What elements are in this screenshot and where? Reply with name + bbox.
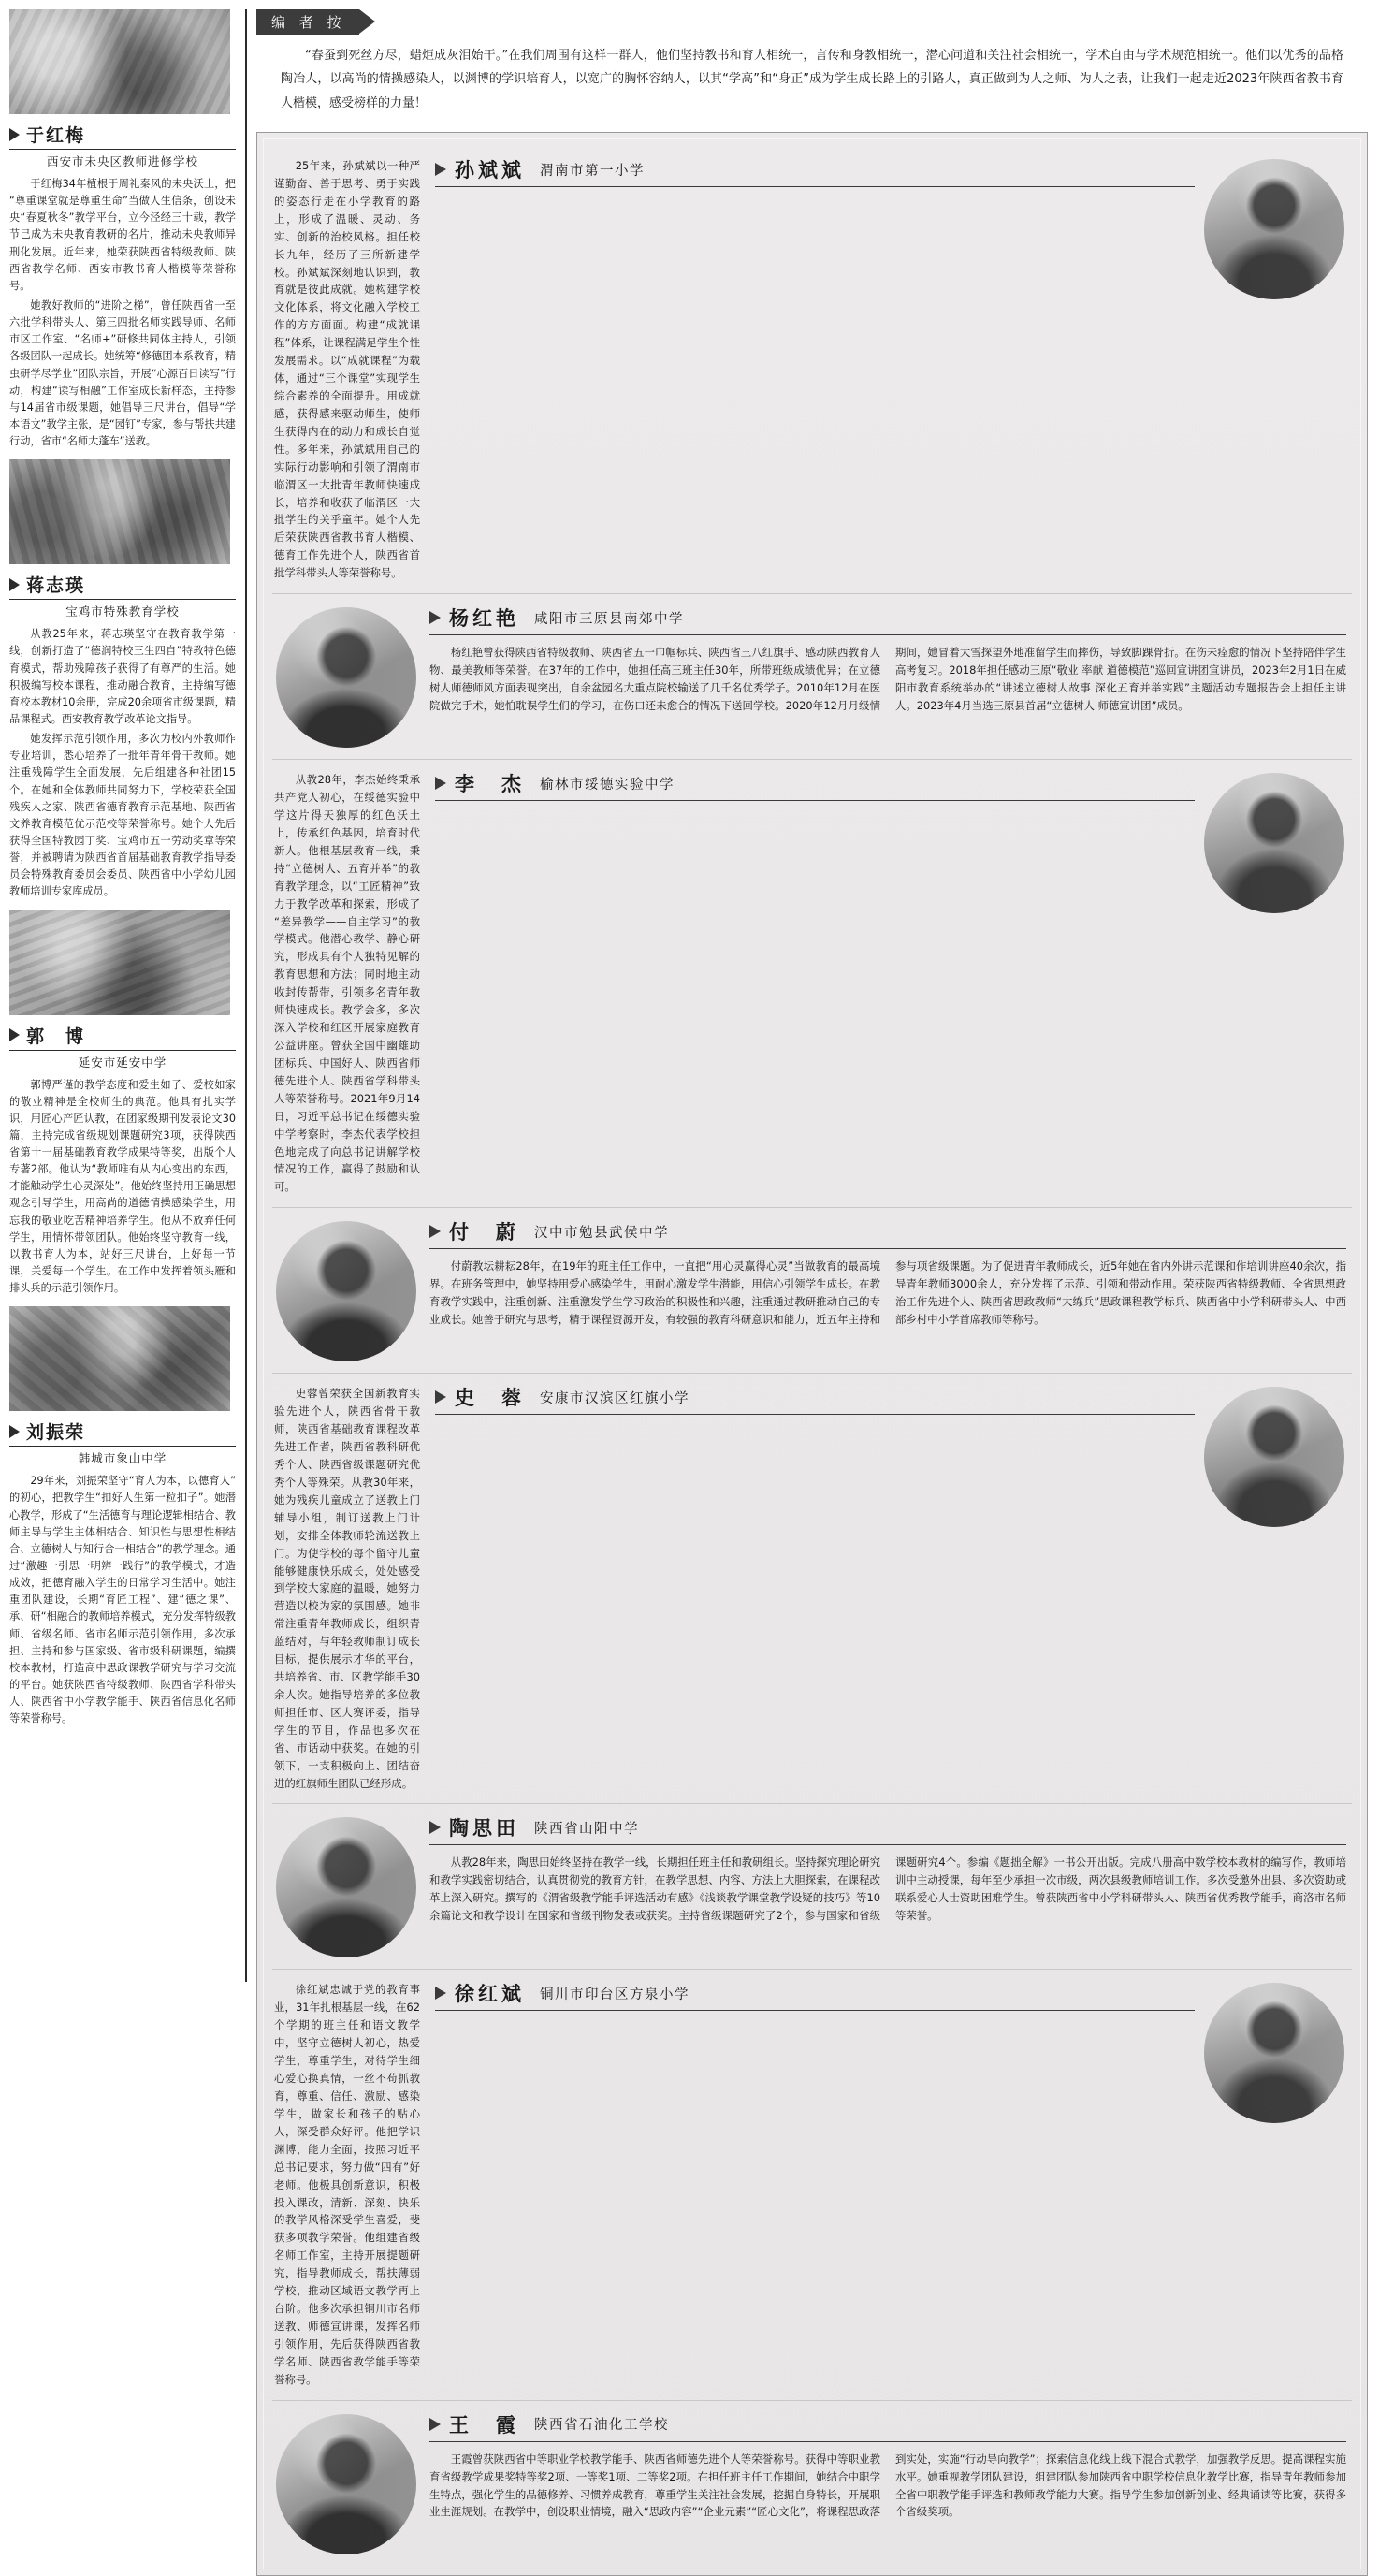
triangle-bullet-icon — [429, 1225, 441, 1238]
entry-1-name: 杨红艳 — [449, 606, 519, 631]
entry-5-name: 陶思田 — [449, 1816, 519, 1841]
profile-school-0: 西安市未央区教师进修学校 — [46, 154, 198, 168]
entry-0-pre-para: 25年来，孙斌斌以一种严谨勤奋、善于思考、勇于实践的姿态行走在小学教育的路上，形成了温暖、灵动、务实、创新的治校风格。担任校长九年，经历了三所新建学校。孙斌斌深刻地认识到，教育就是彼此成就。她构建学校文化体系，将文化融入学校工作的方方面面。构建“成就课程”体系，让课程满足学生个性发展需求。以“成就课程”为载体，通过“三个课堂”实现学生综合素养的全面提升。用成就感，获得感来驱动师生，使师生获得内在的动力和成长自觉性。多年来，孙斌斌用自己的实际行动影响和引领了渭南市临渭区一大批青年教师快速成长，培养和收获了临渭区一大批学生的关乎童年。她个人先后荣获陕西省教书育人楷模、德育工作先进个人，陕西省首批学科带头人等荣誉称号。 — [274, 159, 420, 580]
entry-5-heading — [429, 1813, 1346, 1845]
profile-name-bar-0 — [9, 122, 236, 150]
entry-1-school: 咸阳市三原县南郊中学 — [534, 611, 684, 627]
entry-6-name: 徐红斌 — [455, 1982, 525, 2006]
profile-name-2: 郭 博 — [26, 1026, 86, 1047]
entry-5-body — [429, 1854, 1346, 1925]
profile-para-0-1: 她教好教师的“进阶之梯”，曾任陕西省一至六批学科带头人、第三四批名师实践导师、名师市区工作室、“名师+”研修共同体主持人，引领各级团队一起成长。她统筹“修德团本系教育，精虫研学尽学业”团队宗旨，开展“心源百日读写”行动，构建“读写相融”工作室成长新样态，主持参与14届省市级课题，她倡导三尺讲台，倡导“学本语文”教学主张，是“园钉”专家，参与帮扶共建行动，省市“名师大蓬车”送教。 — [9, 298, 236, 448]
left-column — [9, 9, 243, 1982]
profile-name-3: 刘振荣 — [26, 1422, 86, 1444]
triangle-bullet-icon — [435, 163, 446, 176]
profile-para-1-0: 从教25年来，蒋志瑛坚守在教育教学第一线，创新打造了“德润特校三生四自”特教特色德育模式，帮助残障孩子获得了有尊严的生活。她积极编写校本课程，推动融合教育，主持编写德育校本教材10余册，完成20余项省市级课题，精品课程式。西安教育教学改革论文指导。 — [9, 628, 236, 725]
entry-7-school: 陕西省石油化工学校 — [534, 2418, 669, 2434]
triangle-bullet-icon — [9, 578, 20, 591]
entry-5-portrait — [276, 1817, 416, 1957]
editor-note-tag: 编 者 按 — [256, 9, 359, 35]
entry-3-school: 汉中市勉县武侯中学 — [534, 1225, 669, 1241]
entry-0-portrait — [1204, 159, 1344, 299]
right-column — [256, 9, 1368, 2519]
profile-name-bar-3 — [9, 1419, 236, 1447]
entry-0-name: 孙斌斌 — [455, 158, 525, 182]
entry-4-pre-para: 史蓉曾荣获全国新教育实验先进个人，陕西省骨干教师，陕西省基础教育课程改革先进工作者，陕西省教科研优秀个人、陕西省级课题研究优秀个人等殊荣。从教30年来，她为残疾儿童成立了送教上门辅导小组，制订送教上门计划，安排全体教师轮流送教上门。为使学校的每个留守儿童能够健康快乐成长，处处感受到学校大家庭的温暖，她努力营造以校为家的氛围感。她非常注重青年教师成长，组织青蓝结对，与年轻教师制订成长目标，提供展示才华的平台，共培养省、市、区教学能手30余人次。她指导培养的多位教师担任市、区大赛评委，指导学生的节目，作品也多次在省、市话动中获奖。在她的引领下，一支积极向上、团结奋进的红旗师生团队已经形成。 — [274, 1387, 420, 1790]
profile-para-3-0: 29年来，刘振荣坚守“育人为本，以德育人”的初心，把教学生“扣好人生第一粒扣子”。她潜心教学，形成了“生活德育与理论逻辑相结合、教师主导与学生主体相结合、知识性与思想性相结合、立德树人与知行合一相结合”的教学理念。通过“激趣一引思一明辨一践行”的教学模式，才造成效，把德育融入学生的日常学习生活中。她注重团队建设，长期“育匠工程”、建“德之课”、承、研“相融合的教师培养模式，充分发挥特级教师、省级名师、省市名师示范引领作用，多次承担、主持和参与国家级、省市级科研课题，编撰校本教材，打造高中思政课教学研究与学习交流的平台。她获陕西省特级教师、陕西省学科带头人、陕西省中小学教学能手、陕西省信息化名师等荣誉称号。 — [9, 1475, 236, 1725]
entry-3-para: 付蔚教坛耕耘28年，在19年的班主任工作中，一直把“用心灵赢得心灵”当做教育的最高境界。在班务管理中，她坚持用爱心感染学生，用耐心激发学生潜能，用信心引领学生成长。在教育教学实践中，注重创新、注重激发学生学习政治的积极性和兴趣，注重通过教研推动自己的专业成长。她善于研究与思考，精于课程资源开发，有较强的教育科研意识和能力，近五年主持和参与项省级课题。为了促进青年教师成长，近5年她在省内外讲示范课和作培训讲座40余次，指导青年教师3000余人，充分发挥了示范、引领和带动作用。荣获陕西省特级教师、全省思想政治工作先进个人、陕西省思政教师“大练兵”思政课程教学标兵、陕西省中小学科研带头人、中西部乡村中小学首席教师等称号。 — [429, 1259, 1346, 1327]
profile-name-1: 蒋志瑛 — [26, 575, 86, 597]
triangle-bullet-icon — [435, 1987, 446, 2000]
entry-7-para: 王霞曾获陕西省中等职业学校教学能手、陕西省师德先进个人等荣誉称号。获得中等职业教育省级教学成果奖特等奖2项、一等奖1项、二等奖2项。在担任班主任工作期间，她结合中职学生特点，强化学生的品德修养、习惯养成教育，尊重学生关注社会发展，挖掘自身特长，开展职业生涯规划。在教学中，创设职业情境，融入“思政内容”“企业元素”“匠心文化”，将课程思政落到实处，实施“行动导向教学”；探索信息化线上线下混合式教学，加强教学反思。提高课程实施水平。她重视教学团队建设，组建团队参加陕西省中职学校信息化教学比赛，指导青年教师参加全省中职教学能手评选和教师教学能力大赛。指导学生参加创新创业、经典诵读等比赛，获得多个省级奖项。 — [429, 2452, 1346, 2519]
entry-wang-xia — [272, 2401, 1352, 2566]
entry-3-heading — [429, 1217, 1346, 1249]
triangle-bullet-icon — [429, 611, 441, 624]
entry-2-pre-para: 从教28年，李杰始终秉承共产党人初心，在绥德实验中学这片得天独厚的红色沃土上，传承红色基因，培育时代新人。他根基层教育一线，秉持“立德树人、五育并举”的教育教学理念，以“工匠精神”致力于教学改革和探索，形成了“差异教学——自主学习”的教学模式。他潜心教学、静心研究，形成具有个人独特见解的教育思想和方法；同时地主动收封传帮带，引领多名青年教师快速成长。教学会多，多次深入学校和红区开展家庭教育公益讲座。曾获全国中幽雄助团标兵、中国好人、陕西省师德先进个人、陕西省学科带头人等荣誉称号。2021年9月14日，习近平总书记在绥德实验中学考察时，李杰代表学校担色地完成了向总书记讲解学校情况的工作，赢得了鼓励和认可。 — [274, 773, 420, 1194]
entry-6-school: 铜川市印台区方泉小学 — [540, 1987, 690, 2002]
profile-photo-jiang-zhiying — [9, 459, 230, 564]
entry-7-heading — [429, 2410, 1346, 2442]
profile-para-0-0: 于红梅34年植根于周礼秦风的未央沃土，把“尊重课堂就是尊重生命”当做人生信条，创设未央“春夏秋冬”教学平台，立今泾经三十载，教学节己成为未央教育教研的名片，推动未央教师异刑化发展。近年来，她荣获陕西省特级教师、陕西省教学名师、西安市教书育人楷模等荣誉称号。 — [9, 178, 236, 292]
entry-4-name: 史 蓉 — [455, 1386, 525, 1410]
entry-tao-sitian — [272, 1804, 1352, 1970]
entry-3-portrait — [276, 1221, 416, 1361]
entry-sun-binbin — [272, 146, 1352, 594]
profile-body-1 — [9, 626, 236, 900]
profile-photo-yu-hongmei — [9, 9, 230, 114]
entry-1-heading — [429, 604, 1346, 635]
profile-para-1-1: 她发挥示范引领作用，多次为校内外教师作专业培训，悉心培养了一批年青年骨干教师。她注重残障学生全面发展，先后组建各种社团15个。在她和全体教师共同努力下，学校荣获全国残疾人之家、陕西省德育教育示范基地、陕西省文养教育模范优示范校等荣誉称号。她个人先后获得全国特教园丁奖、宝鸡市五一劳动奖章等荣誉，并被聘请为陕西省首届基础教育教学指导委员会特殊教育委员会委员、陕西省中小学幼儿园教师培训专家库成员。 — [9, 733, 236, 898]
profile-name-0: 于红梅 — [26, 125, 86, 146]
triangle-bullet-icon — [429, 1821, 441, 1834]
triangle-bullet-icon — [9, 1425, 20, 1438]
entry-fu-wei — [272, 1208, 1352, 1374]
entry-xu-hongbin — [272, 1970, 1352, 2400]
entry-1-portrait — [276, 607, 416, 748]
triangle-bullet-icon — [435, 1390, 446, 1404]
entry-4-heading — [435, 1383, 1195, 1415]
entry-1-para: 杨红艳曾获得陕西省特级教师、陕西省五一巾帼标兵、陕西省三八红旗手、感动陕西教育人物、最美教师等荣誉。在37年的工作中，她担任高三班主任30年，所带班级成绩优异；在立德树人师德师风方面表现突出，自余盆园名大重点院校输送了几千名优秀学子。2010年12月在医院做完手术，她怕耽误学生们的学习，在伤口还未愈合的情况下送回学校。2020年12月月级情期间，她冒着大雪探望外地准留学生而摔伤，导致脚踝骨折。在伤未痊愈的情况下坚持陪伴学生高考复习。2018年担任感动三原“敬业 率献 道德模范”巡回宣讲团宣讲员，2023年2月1日在威阳市教育系统举办的“讲述立德树人故事 深化五育并举实践”主题活动专题报告会上担任主讲人。2023年4月当选三原县首届“立德树人 师德宣讲团”成员。 — [429, 646, 1346, 712]
entry-0-heading — [435, 155, 1195, 187]
editor-note-text: “春蚕到死丝方尽，蜡炬成灰泪始干。”在我们周围有这样一群人，他们坚持教书和育人相统一，言传和身教相统一，潜心问道和关注社会相统一，学术自由与学术规范相统一。他们以优秀的品格陶冶人，以高尚的情操感染人，以渊博的学识培育人，以宽广的胸怀容纳人，以其“学高”和“身正”成为学生成长路上的引路人，真正做到为人之师、为人之表，让我们一起走近2023年陕西省教书育人楷模，感受榜样的力量！ — [281, 49, 1343, 110]
entry-shi-rong — [272, 1374, 1352, 1804]
column-divider — [245, 9, 247, 1982]
entry-2-school: 榆林市绥德实验中学 — [540, 777, 675, 793]
entry-0-school: 渭南市第一小学 — [540, 163, 645, 179]
profile-para-2-0: 郭博严谨的教学态度和爱生如子、爱校如家的敬业精神是全校师生的典范。他具有扎实学识，用匠心产匠认教，在团家级期刊发表论文30篇，主持完成省级规划课题研究3项，获得陕西省第十一届基础教育教学成果特等奖，出版个人专著2部。他认为“教师唯有从内心变出的东西，才能触动学生心灵深处”。他始终坚持用正确思想观念引导学生，用高尚的道德情操感染学生，用忘我的敬业吃苦精神培养学生。他从不放弃任何学生，用情怀带领团队。他始终坚守教育一线，以教书育人为本，站好三尺讲台，上好每一节课，关爱每一个学生。在工作中发挥着领头雁和排头兵的示范引领作用。 — [9, 1078, 236, 1295]
triangle-bullet-icon — [9, 1028, 20, 1041]
entry-li-jie — [272, 760, 1352, 1208]
entry-6-portrait — [1204, 1983, 1344, 2123]
profile-school-3: 韩城市象山中学 — [78, 1451, 167, 1466]
profile-photo-guo-bo — [9, 910, 230, 1015]
profile-body-0 — [9, 176, 236, 450]
entry-7-name: 王 霞 — [449, 2412, 519, 2437]
entry-5-para: 从教28年来，陶思田始终坚持在教学一线，长期担任班主任和教研组长。坚持探究理论研究和教学实践密切结合，认真贯彻党的教育方针，在教学思想、内容、方法上大胆探索，在课程改革上深入研究。撰写的《渭省级教学能手评选活动有感》《浅谈教学课堂教学设疑的技巧》等10余篇论文和教学设计在国家和省级刊物发表或获奖。主持省级课题研究了2个，参与国家和省级课题研究4个。参编《题拙全解》一书公开出版。完成八册高中数学校本教材的编写作，教师培训中主动授课，每年至少承担一次市级，两次县级教师培训工作。多次受邀外出县、多次资助或联系爱心人士资助困难学生。曾获陕西省中小学科研带头人、陕西省优秀教学能手，商洛市名师等荣誉。 — [429, 1856, 1346, 1923]
profile-school-1: 宝鸡市特殊教育学校 — [65, 604, 180, 619]
editor-note — [256, 9, 1368, 119]
entry-3-name: 付 蔚 — [449, 1220, 519, 1244]
profile-body-2 — [9, 1077, 236, 1298]
entry-6-main — [429, 1979, 1200, 2019]
entry-0-main — [429, 155, 1200, 196]
entry-0-pre-text — [272, 155, 429, 582]
entry-1-body — [429, 644, 1346, 715]
entry-6-heading — [435, 1979, 1195, 2011]
entry-4-school: 安康市汉滨区红旗小学 — [540, 1390, 690, 1406]
triangle-bullet-icon — [435, 777, 446, 790]
entry-5-school: 陕西省山阳中学 — [534, 1821, 639, 1837]
profile-body-3 — [9, 1473, 236, 1727]
entry-7-body — [429, 2451, 1346, 2522]
profile-school-2: 延安市延安中学 — [78, 1055, 167, 1070]
editor-note-body — [256, 35, 1368, 119]
entry-6-pre-para: 徐红斌忠诚于党的教育事业，31年扎根基层一线，在62个学期的班主任和语文教学中，坚守立德树人初心，热爱学生，尊重学生，对待学生细心爱心换真情，一丝不苟抓教育，尊重、信任、激励、感染学生，做家长和孩子的贴心人，深受群众好评。他把学识渊博，能力全面，按照习近平总书记要求，努力做“四有”好老师。他极具创新意识，积极投入课改，清新、深刻、快乐的教学风格深受学生喜爱，斐获多项教学荣誉。他组建省级名师工作室，主持开展提题研究，指导教师成长，帮扶薄弱学校，推动区域语文教学再上台阶。他多次承担铜川市名师送教、师德宣讲课，发挥名师引领作用，先后获得陕西省教学名师、陕西省教学能手等荣誉称号。 — [274, 1983, 420, 2386]
entries-frame — [256, 132, 1368, 2576]
entry-2-name: 李 杰 — [455, 772, 525, 796]
entry-2-main — [429, 769, 1200, 809]
entry-4-main — [429, 1383, 1200, 1423]
entry-4-portrait — [1204, 1387, 1344, 1527]
entry-2-heading — [435, 769, 1195, 801]
profile-photo-liu-zhenrong — [9, 1306, 230, 1411]
triangle-bullet-icon — [9, 128, 20, 141]
entry-6-pre-text — [272, 1979, 429, 2388]
entry-yang-hongyan — [272, 594, 1352, 760]
entry-2-portrait — [1204, 773, 1344, 913]
triangle-bullet-icon — [429, 2418, 441, 2431]
entry-5-main — [424, 1813, 1352, 1925]
entry-4-pre-text — [272, 1383, 429, 1792]
entry-2-pre-text — [272, 769, 429, 1196]
entry-1-main — [424, 604, 1352, 715]
entry-3-main — [424, 1217, 1352, 1329]
profile-name-bar-2 — [9, 1023, 236, 1051]
profile-name-bar-1 — [9, 572, 236, 600]
entry-7-main — [424, 2410, 1352, 2522]
entry-7-portrait — [276, 2414, 416, 2554]
entry-3-body — [429, 1258, 1346, 1329]
